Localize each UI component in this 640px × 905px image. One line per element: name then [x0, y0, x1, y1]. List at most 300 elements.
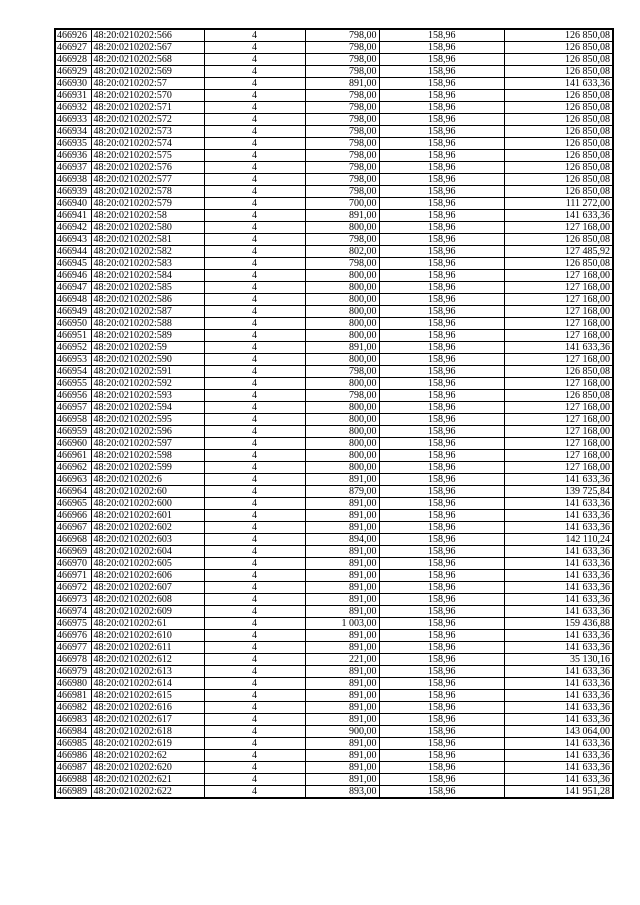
cadastral-value-cell: 141 633,36	[504, 582, 613, 594]
cadastral-value-cell: 126 850,08	[504, 66, 613, 78]
area-cell: 800,00	[305, 414, 379, 426]
group-code-cell: 4	[204, 726, 305, 738]
row-number-cell: 466962	[55, 462, 91, 474]
area-cell: 893,00	[305, 786, 379, 799]
specific-value-cell: 158,96	[379, 414, 504, 426]
cadastral-value-cell: 126 850,08	[504, 54, 613, 66]
specific-value-cell: 158,96	[379, 78, 504, 90]
table-row	[55, 618, 613, 630]
cadastral-value-cell: 127 168,00	[504, 438, 613, 450]
specific-value-cell: 158,96	[379, 738, 504, 750]
cadastral-value-cell: 141 633,36	[504, 210, 613, 222]
row-number-cell: 466977	[55, 642, 91, 654]
cadastral-value-cell: 126 850,08	[504, 162, 613, 174]
specific-value-cell: 158,96	[379, 162, 504, 174]
table-row	[55, 558, 613, 570]
table-row	[55, 174, 613, 186]
cadastral-number-cell: 48:20:0210202:606	[91, 570, 204, 582]
row-number-cell: 466960	[55, 438, 91, 450]
specific-value-cell: 158,96	[379, 126, 504, 138]
row-number-cell: 466976	[55, 630, 91, 642]
cadastral-value-cell: 126 850,08	[504, 234, 613, 246]
cadastral-number-cell: 48:20:0210202:608	[91, 594, 204, 606]
row-number-cell: 466965	[55, 498, 91, 510]
cadastral-number-cell: 48:20:0210202:572	[91, 114, 204, 126]
area-cell: 891,00	[305, 738, 379, 750]
specific-value-cell: 158,96	[379, 570, 504, 582]
group-code-cell: 4	[204, 366, 305, 378]
cadastral-value-cell: 159 436,88	[504, 618, 613, 630]
table-row	[55, 342, 613, 354]
group-code-cell: 4	[204, 402, 305, 414]
area-cell: 798,00	[305, 138, 379, 150]
specific-value-cell: 158,96	[379, 114, 504, 126]
specific-value-cell: 158,96	[379, 294, 504, 306]
group-code-cell: 4	[204, 198, 305, 210]
table-row	[55, 162, 613, 174]
area-cell: 798,00	[305, 258, 379, 270]
area-cell: 891,00	[305, 702, 379, 714]
area-cell: 891,00	[305, 210, 379, 222]
table-row	[55, 450, 613, 462]
group-code-cell: 4	[204, 270, 305, 282]
group-code-cell: 4	[204, 246, 305, 258]
group-code-cell: 4	[204, 54, 305, 66]
table-row	[55, 270, 613, 282]
area-cell: 798,00	[305, 29, 379, 42]
specific-value-cell: 158,96	[379, 426, 504, 438]
row-number-cell: 466983	[55, 714, 91, 726]
area-cell: 800,00	[305, 294, 379, 306]
cadastral-value-cell: 126 850,08	[504, 29, 613, 42]
specific-value-cell: 158,96	[379, 138, 504, 150]
group-code-cell: 4	[204, 114, 305, 126]
specific-value-cell: 158,96	[379, 690, 504, 702]
specific-value-cell: 158,96	[379, 762, 504, 774]
cadastral-number-cell: 48:20:0210202:611	[91, 642, 204, 654]
group-code-cell: 4	[204, 42, 305, 54]
cadastral-number-cell: 48:20:0210202:601	[91, 510, 204, 522]
group-code-cell: 4	[204, 786, 305, 799]
row-number-cell: 466927	[55, 42, 91, 54]
cadastral-value-cell: 141 633,36	[504, 630, 613, 642]
row-number-cell: 466982	[55, 702, 91, 714]
cadastral-number-cell: 48:20:0210202:570	[91, 90, 204, 102]
table-row	[55, 282, 613, 294]
area-cell: 798,00	[305, 390, 379, 402]
specific-value-cell: 158,96	[379, 546, 504, 558]
row-number-cell: 466963	[55, 474, 91, 486]
cadastral-value-cell: 142 110,24	[504, 534, 613, 546]
group-code-cell: 4	[204, 414, 305, 426]
area-cell: 798,00	[305, 90, 379, 102]
area-cell: 798,00	[305, 174, 379, 186]
row-number-cell: 466989	[55, 786, 91, 799]
group-code-cell: 4	[204, 606, 305, 618]
table-row	[55, 90, 613, 102]
table-row	[55, 54, 613, 66]
cadastral-value-cell: 127 168,00	[504, 222, 613, 234]
cadastral-number-cell: 48:20:0210202:571	[91, 102, 204, 114]
area-cell: 800,00	[305, 462, 379, 474]
specific-value-cell: 158,96	[379, 714, 504, 726]
cadastral-value-cell: 126 850,08	[504, 114, 613, 126]
specific-value-cell: 158,96	[379, 510, 504, 522]
group-code-cell: 4	[204, 438, 305, 450]
row-number-cell: 466940	[55, 198, 91, 210]
table-row	[55, 378, 613, 390]
cadastral-value-cell: 141 633,36	[504, 702, 613, 714]
cadastral-value-cell: 126 850,08	[504, 186, 613, 198]
table-row	[55, 690, 613, 702]
area-cell: 798,00	[305, 66, 379, 78]
table-row	[55, 66, 613, 78]
table-row	[55, 498, 613, 510]
group-code-cell: 4	[204, 378, 305, 390]
table-row	[55, 186, 613, 198]
row-number-cell: 466944	[55, 246, 91, 258]
cadastral-value-cell: 127 168,00	[504, 282, 613, 294]
cadastral-value-cell: 127 168,00	[504, 330, 613, 342]
row-number-cell: 466934	[55, 126, 91, 138]
cadastral-number-cell: 48:20:0210202:584	[91, 270, 204, 282]
row-number-cell: 466966	[55, 510, 91, 522]
specific-value-cell: 158,96	[379, 534, 504, 546]
specific-value-cell: 158,96	[379, 774, 504, 786]
row-number-cell: 466981	[55, 690, 91, 702]
group-code-cell: 4	[204, 186, 305, 198]
row-number-cell: 466948	[55, 294, 91, 306]
area-cell: 800,00	[305, 330, 379, 342]
cadastral-number-cell: 48:20:0210202:580	[91, 222, 204, 234]
row-number-cell: 466942	[55, 222, 91, 234]
group-code-cell: 4	[204, 522, 305, 534]
cadastral-value-cell: 141 633,36	[504, 342, 613, 354]
group-code-cell: 4	[204, 294, 305, 306]
table-row	[55, 42, 613, 54]
cadastral-number-cell: 48:20:0210202:582	[91, 246, 204, 258]
table-row	[55, 474, 613, 486]
cadastral-value-cell: 126 850,08	[504, 126, 613, 138]
table-row	[55, 582, 613, 594]
group-code-cell: 4	[204, 762, 305, 774]
specific-value-cell: 158,96	[379, 702, 504, 714]
row-number-cell: 466951	[55, 330, 91, 342]
area-cell: 891,00	[305, 750, 379, 762]
cadastral-value-cell: 141 633,36	[504, 78, 613, 90]
group-code-cell: 4	[204, 306, 305, 318]
area-cell: 800,00	[305, 282, 379, 294]
row-number-cell: 466968	[55, 534, 91, 546]
area-cell: 891,00	[305, 522, 379, 534]
specific-value-cell: 158,96	[379, 678, 504, 690]
table-row	[55, 654, 613, 666]
area-cell: 798,00	[305, 186, 379, 198]
table-row	[55, 678, 613, 690]
cadastral-value-cell: 127 168,00	[504, 402, 613, 414]
row-number-cell: 466986	[55, 750, 91, 762]
cadastral-value-cell: 127 168,00	[504, 462, 613, 474]
cadastral-number-cell: 48:20:0210202:566	[91, 29, 204, 42]
row-number-cell: 466945	[55, 258, 91, 270]
cadastral-number-cell: 48:20:0210202:587	[91, 306, 204, 318]
specific-value-cell: 158,96	[379, 378, 504, 390]
table-row	[55, 414, 613, 426]
cadastral-number-cell: 48:20:0210202:596	[91, 426, 204, 438]
cadastral-value-cell: 126 850,08	[504, 366, 613, 378]
group-code-cell: 4	[204, 450, 305, 462]
cadastral-value-cell: 127 168,00	[504, 414, 613, 426]
cadastral-number-cell: 48:20:0210202:595	[91, 414, 204, 426]
cadastral-value-cell: 141 633,36	[504, 606, 613, 618]
area-cell: 798,00	[305, 366, 379, 378]
cadastral-value-cell: 141 633,36	[504, 546, 613, 558]
cadastral-value-cell: 141 633,36	[504, 774, 613, 786]
cadastral-value-cell: 126 850,08	[504, 150, 613, 162]
group-code-cell: 4	[204, 102, 305, 114]
table-row	[55, 438, 613, 450]
table-row	[55, 762, 613, 774]
cadastral-value-cell: 141 951,28	[504, 786, 613, 799]
cadastral-number-cell: 48:20:0210202:57	[91, 78, 204, 90]
cadastral-number-cell: 48:20:0210202:603	[91, 534, 204, 546]
specific-value-cell: 158,96	[379, 150, 504, 162]
area-cell: 900,00	[305, 726, 379, 738]
cadastral-number-cell: 48:20:0210202:567	[91, 42, 204, 54]
area-cell: 891,00	[305, 342, 379, 354]
specific-value-cell: 158,96	[379, 54, 504, 66]
row-number-cell: 466987	[55, 762, 91, 774]
table-row	[55, 222, 613, 234]
cadastral-value-cell: 141 633,36	[504, 678, 613, 690]
table-row	[55, 642, 613, 654]
cadastral-value-cell: 141 633,36	[504, 570, 613, 582]
cadastral-number-cell: 48:20:0210202:576	[91, 162, 204, 174]
table-row	[55, 666, 613, 678]
area-cell: 891,00	[305, 606, 379, 618]
group-code-cell: 4	[204, 222, 305, 234]
table-row	[55, 390, 613, 402]
row-number-cell: 466967	[55, 522, 91, 534]
cadastral-number-cell: 48:20:0210202:6	[91, 474, 204, 486]
cadastral-value-cell: 126 850,08	[504, 258, 613, 270]
area-cell: 798,00	[305, 234, 379, 246]
cadastral-value-cell: 127 168,00	[504, 318, 613, 330]
table-row	[55, 102, 613, 114]
specific-value-cell: 158,96	[379, 786, 504, 799]
row-number-cell: 466970	[55, 558, 91, 570]
cadastral-value-cell: 127 168,00	[504, 294, 613, 306]
table-row	[55, 402, 613, 414]
specific-value-cell: 158,96	[379, 234, 504, 246]
cadastral-number-cell: 48:20:0210202:598	[91, 450, 204, 462]
area-cell: 891,00	[305, 762, 379, 774]
specific-value-cell: 158,96	[379, 522, 504, 534]
group-code-cell: 4	[204, 690, 305, 702]
specific-value-cell: 158,96	[379, 198, 504, 210]
cadastral-value-cell: 126 850,08	[504, 102, 613, 114]
group-code-cell: 4	[204, 258, 305, 270]
table-row	[55, 774, 613, 786]
group-code-cell: 4	[204, 66, 305, 78]
specific-value-cell: 158,96	[379, 258, 504, 270]
row-number-cell: 466933	[55, 114, 91, 126]
table-row	[55, 750, 613, 762]
cadastral-value-cell: 141 633,36	[504, 594, 613, 606]
cadastral-number-cell: 48:20:0210202:612	[91, 654, 204, 666]
group-code-cell: 4	[204, 546, 305, 558]
group-code-cell: 4	[204, 210, 305, 222]
table-row	[55, 630, 613, 642]
group-code-cell: 4	[204, 138, 305, 150]
cadastral-number-cell: 48:20:0210202:620	[91, 762, 204, 774]
cadastral-number-cell: 48:20:0210202:568	[91, 54, 204, 66]
area-cell: 891,00	[305, 594, 379, 606]
cadastral-value-cell: 127 485,92	[504, 246, 613, 258]
specific-value-cell: 158,96	[379, 186, 504, 198]
cadastral-number-cell: 48:20:0210202:614	[91, 678, 204, 690]
area-cell: 798,00	[305, 54, 379, 66]
group-code-cell: 4	[204, 558, 305, 570]
table-row	[55, 29, 613, 42]
specific-value-cell: 158,96	[379, 330, 504, 342]
cadastral-number-cell: 48:20:0210202:585	[91, 282, 204, 294]
table-row	[55, 150, 613, 162]
row-number-cell: 466975	[55, 618, 91, 630]
group-code-cell: 4	[204, 126, 305, 138]
table-row	[55, 786, 613, 799]
cadastral-value-cell: 127 168,00	[504, 354, 613, 366]
area-cell: 891,00	[305, 510, 379, 522]
area-cell: 891,00	[305, 666, 379, 678]
row-number-cell: 466985	[55, 738, 91, 750]
table-row	[55, 234, 613, 246]
specific-value-cell: 158,96	[379, 726, 504, 738]
group-code-cell: 4	[204, 582, 305, 594]
cadastral-value-cell: 141 633,36	[504, 522, 613, 534]
table-row	[55, 330, 613, 342]
row-number-cell: 466954	[55, 366, 91, 378]
row-number-cell: 466979	[55, 666, 91, 678]
table-row	[55, 258, 613, 270]
table-row	[55, 354, 613, 366]
row-number-cell: 466929	[55, 66, 91, 78]
specific-value-cell: 158,96	[379, 630, 504, 642]
group-code-cell: 4	[204, 678, 305, 690]
group-code-cell: 4	[204, 330, 305, 342]
cadastral-value-cell: 141 633,36	[504, 510, 613, 522]
group-code-cell: 4	[204, 342, 305, 354]
group-code-cell: 4	[204, 282, 305, 294]
area-cell: 800,00	[305, 270, 379, 282]
row-number-cell: 466988	[55, 774, 91, 786]
group-code-cell: 4	[204, 630, 305, 642]
area-cell: 891,00	[305, 582, 379, 594]
table-row	[55, 198, 613, 210]
specific-value-cell: 158,96	[379, 486, 504, 498]
group-code-cell: 4	[204, 462, 305, 474]
cadastral-number-cell: 48:20:0210202:575	[91, 150, 204, 162]
row-number-cell: 466930	[55, 78, 91, 90]
area-cell: 800,00	[305, 402, 379, 414]
area-cell: 891,00	[305, 690, 379, 702]
cadastral-number-cell: 48:20:0210202:617	[91, 714, 204, 726]
cadastral-value-cell: 141 633,36	[504, 750, 613, 762]
cadastral-number-cell: 48:20:0210202:592	[91, 378, 204, 390]
cadastral-number-cell: 48:20:0210202:588	[91, 318, 204, 330]
cadastral-number-cell: 48:20:0210202:62	[91, 750, 204, 762]
row-number-cell: 466931	[55, 90, 91, 102]
specific-value-cell: 158,96	[379, 342, 504, 354]
group-code-cell: 4	[204, 390, 305, 402]
cadastral-number-cell: 48:20:0210202:60	[91, 486, 204, 498]
cadastral-number-cell: 48:20:0210202:58	[91, 210, 204, 222]
table-row	[55, 714, 613, 726]
group-code-cell: 4	[204, 354, 305, 366]
row-number-cell: 466950	[55, 318, 91, 330]
area-cell: 891,00	[305, 774, 379, 786]
table-row	[55, 294, 613, 306]
cadastral-number-cell: 48:20:0210202:616	[91, 702, 204, 714]
area-cell: 800,00	[305, 318, 379, 330]
cadastral-value-cell: 143 064,00	[504, 726, 613, 738]
table-row	[55, 546, 613, 558]
cadastral-number-cell: 48:20:0210202:609	[91, 606, 204, 618]
cadastral-number-cell: 48:20:0210202:579	[91, 198, 204, 210]
specific-value-cell: 158,96	[379, 558, 504, 570]
table-row	[55, 246, 613, 258]
cadastral-value-table	[54, 28, 614, 799]
specific-value-cell: 158,96	[379, 102, 504, 114]
table-row	[55, 522, 613, 534]
group-code-cell: 4	[204, 234, 305, 246]
cadastral-value-cell: 126 850,08	[504, 42, 613, 54]
cadastral-value-cell: 141 633,36	[504, 714, 613, 726]
cadastral-number-cell: 48:20:0210202:59	[91, 342, 204, 354]
row-number-cell: 466984	[55, 726, 91, 738]
row-number-cell: 466956	[55, 390, 91, 402]
cadastral-value-cell: 139 725,84	[504, 486, 613, 498]
row-number-cell: 466939	[55, 186, 91, 198]
cadastral-value-cell: 126 850,08	[504, 390, 613, 402]
group-code-cell: 4	[204, 738, 305, 750]
table-row	[55, 210, 613, 222]
area-cell: 700,00	[305, 198, 379, 210]
cadastral-number-cell: 48:20:0210202:607	[91, 582, 204, 594]
specific-value-cell: 158,96	[379, 498, 504, 510]
area-cell: 798,00	[305, 126, 379, 138]
table-row	[55, 306, 613, 318]
row-number-cell: 466926	[55, 29, 91, 42]
cadastral-number-cell: 48:20:0210202:61	[91, 618, 204, 630]
specific-value-cell: 158,96	[379, 606, 504, 618]
row-number-cell: 466964	[55, 486, 91, 498]
group-code-cell: 4	[204, 510, 305, 522]
area-cell: 800,00	[305, 378, 379, 390]
specific-value-cell: 158,96	[379, 270, 504, 282]
cadastral-number-cell: 48:20:0210202:593	[91, 390, 204, 402]
area-cell: 798,00	[305, 150, 379, 162]
cadastral-number-cell: 48:20:0210202:569	[91, 66, 204, 78]
row-number-cell: 466947	[55, 282, 91, 294]
row-number-cell: 466932	[55, 102, 91, 114]
group-code-cell: 4	[204, 594, 305, 606]
specific-value-cell: 158,96	[379, 42, 504, 54]
row-number-cell: 466971	[55, 570, 91, 582]
table-row	[55, 138, 613, 150]
table-row	[55, 534, 613, 546]
group-code-cell: 4	[204, 774, 305, 786]
